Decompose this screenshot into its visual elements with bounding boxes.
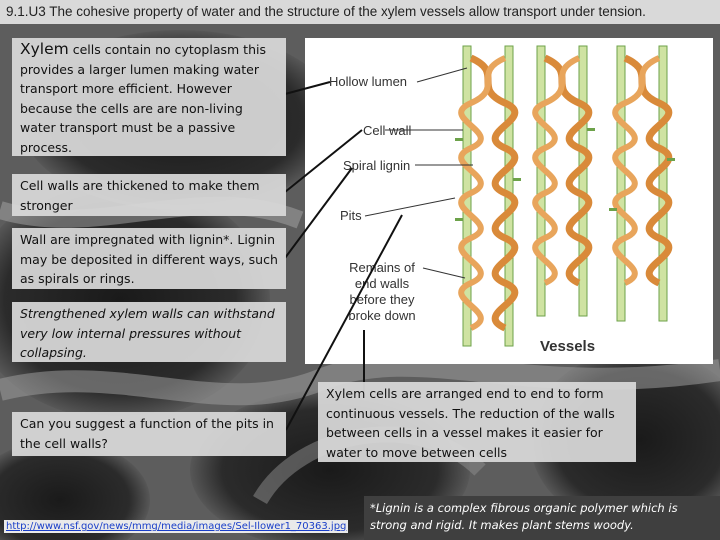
label-remains-end-walls: Remains of end walls before they broke down (348, 260, 416, 323)
vessel-1 (461, 46, 515, 346)
label-spiral-lignin: Spiral lignin (343, 158, 411, 173)
xylem-lumen-text: cells contain no cytoplasm this provides a larger lumen making water transport more efficient. However because the cells are are non-living water transport must be a passive process. (20, 42, 266, 155)
slide-title: 9.1.U3 The cohesive property of water and the structure of the xylem vessels allow transport under tension. (0, 0, 720, 24)
xylem-lumen-text-box (12, 38, 286, 156)
xylem-vessel-diagram (305, 38, 713, 364)
strengthened-walls-text: Strengthened xylem walls can withstand very low internal pressures without collapsing. (20, 306, 275, 360)
image-source-link[interactable]: http://www.nsf.gov/news/mmg/media/images/Sel-Ilower1_70363.jpg (6, 521, 347, 532)
vessel-2 (535, 46, 589, 316)
label-hollow-lumen: Hollow lumen (329, 74, 408, 89)
strengthened-walls-text-box (12, 302, 286, 362)
end-to-end-text-box (318, 382, 636, 462)
lignin-text-box (12, 228, 286, 289)
label-vessels: Vessels (540, 338, 596, 355)
pits-question-box (12, 412, 286, 456)
end-to-end-text: Xylem cells are arranged end to end to form continuous vessels. The reduction of the walls between cells in a vessel makes it easier for water to move between cells (326, 386, 615, 460)
label-cell-wall: Cell wall (363, 123, 412, 138)
vessel-3 (615, 46, 669, 321)
pits-question-text: Can you suggest a function of the pits in the cell walls? (20, 416, 274, 451)
xylem-keyword: Xylem (20, 40, 69, 58)
thickened-walls-text: Cell walls are thickened to make them stronger (20, 178, 260, 213)
lignin-text: Wall are impregnated with lignin*. Lignin may be deposited in different ways, such as spirals or rings. (20, 232, 278, 286)
thickened-walls-text-box (12, 174, 286, 216)
lignin-footnote: *Lignin is a complex fibrous organic polymer which is strong and rigid. It makes plant stems woody. (364, 496, 720, 540)
label-pits: Pits (340, 208, 362, 223)
